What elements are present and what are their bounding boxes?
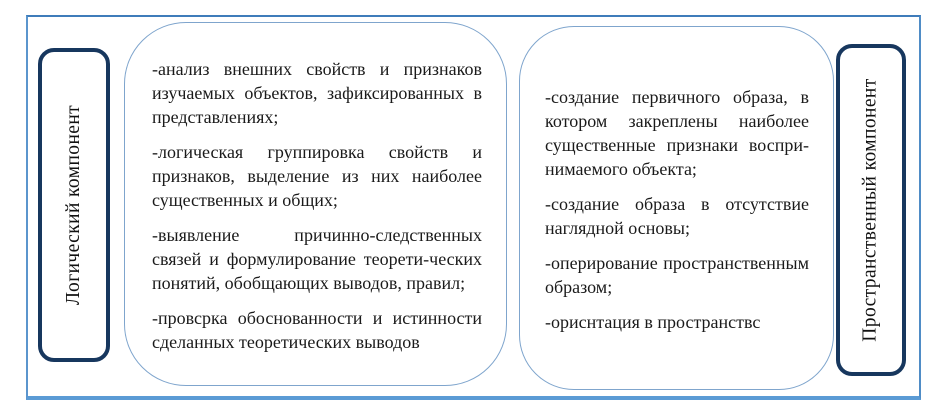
right-component-label: Пространственный компонент (860, 78, 881, 342)
logical-component-text (125, 23, 506, 385)
list-item: -ориснтация в пространствс (545, 312, 761, 332)
left-component-label-box (38, 48, 110, 362)
list-item: -провсрка обоснованности и истинности сделанных теоретических выводов (152, 308, 482, 352)
logical-component-box (124, 22, 507, 386)
right-component-label-box (836, 44, 906, 376)
left-component-label: Логический компонент (63, 104, 84, 306)
list-item: -оперирование пространственным образом; (545, 253, 809, 297)
list-item: -создание образа в отсутствие наглядной основы; (545, 194, 809, 238)
spatial-component-box (519, 26, 834, 390)
spatial-component-text (520, 27, 833, 389)
list-item: -анализ внешних свойств и признаков изучаемых объектов, зафиксированных в представлениях; (152, 59, 482, 127)
list-item: -создание первичного образа, в котором закреплены наиболее существенные признаки воспри-нимаемого объекта; (545, 87, 809, 179)
list-item: -выявление причинно-следственных связей и формулирование теорети-ческих понятий, обобщающих выводов, правил; (152, 225, 482, 293)
list-item: -логическая группировка свойств и признаков, выделение из них наиболее существенных и общих; (152, 142, 482, 210)
